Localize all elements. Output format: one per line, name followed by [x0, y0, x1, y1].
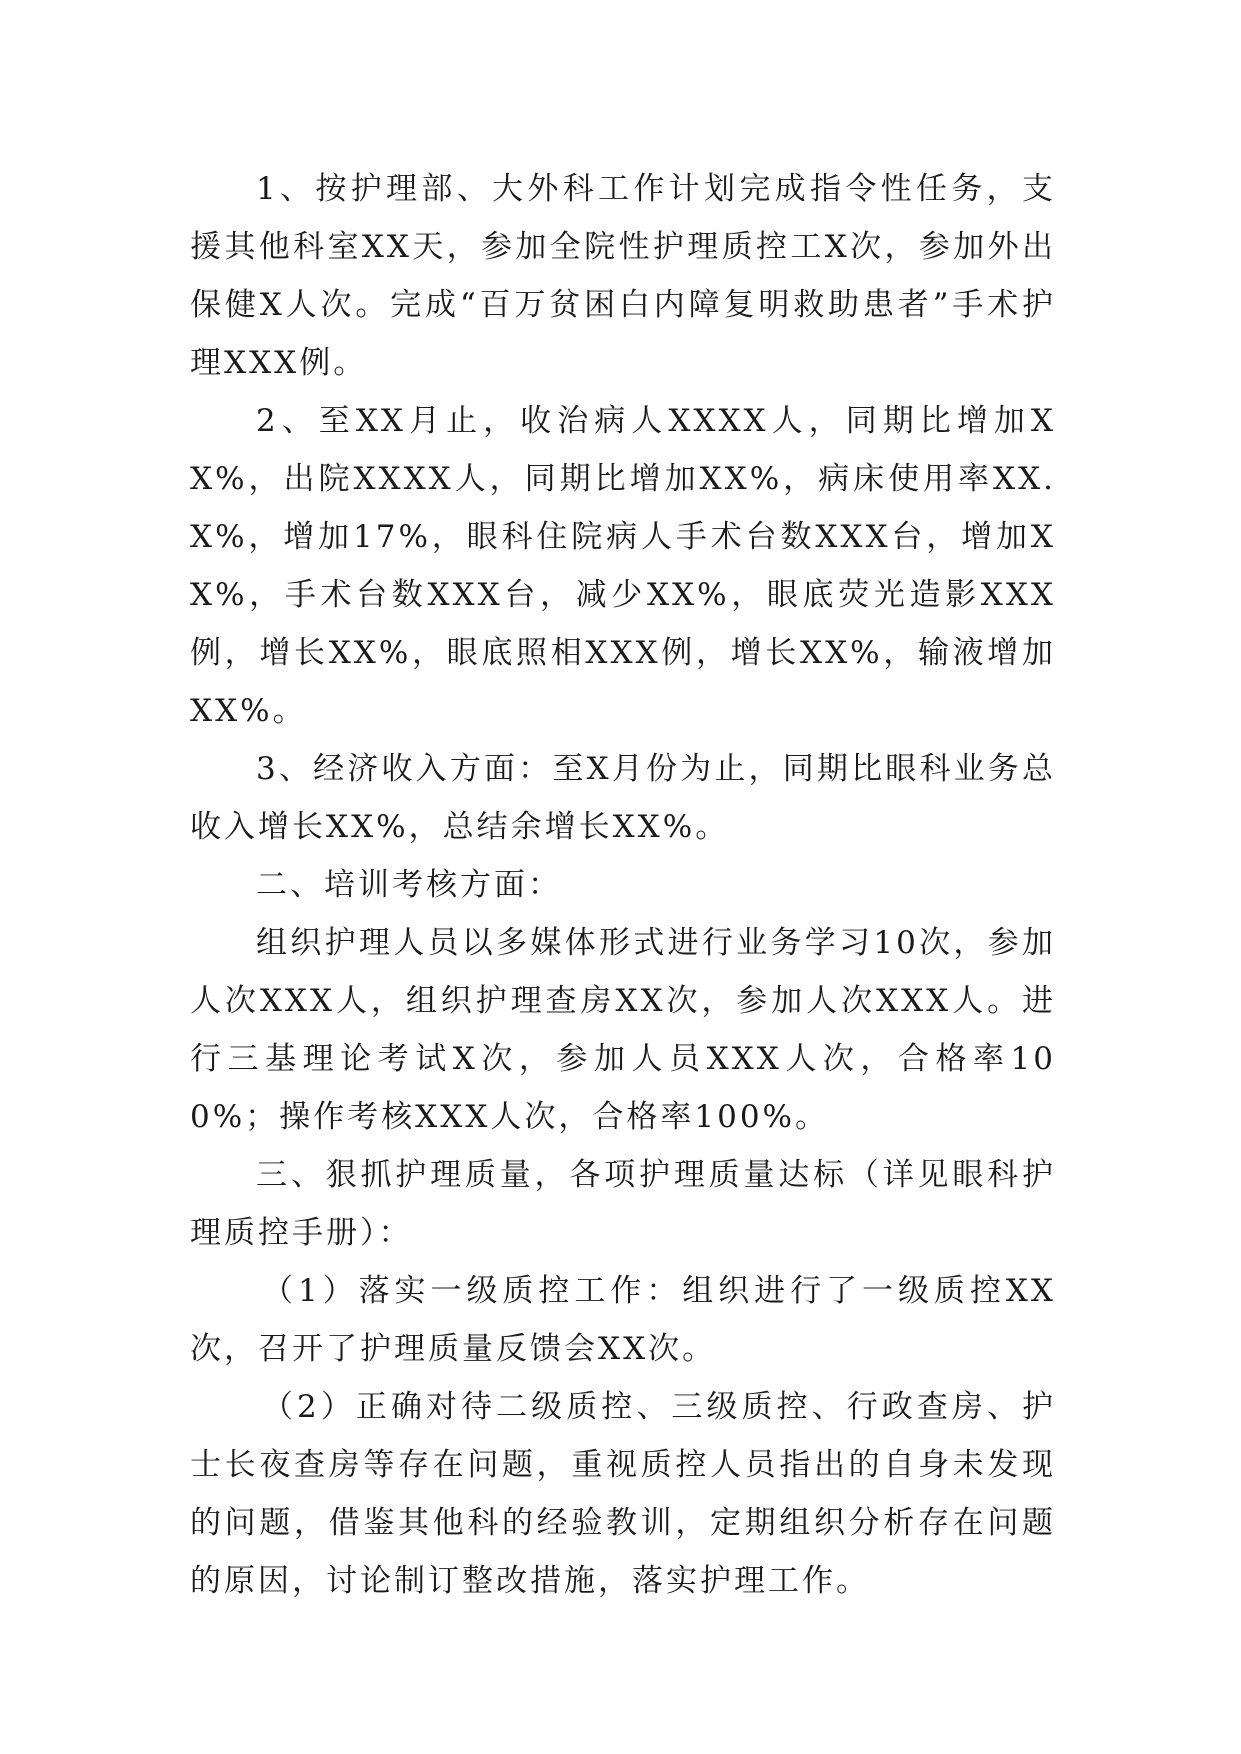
paragraph-quality-level-one: （1）落实一级质控工作：组织进行了一级质控XX次，召开了护理质量反馈会XX次。: [190, 1273, 1056, 1367]
document-body: [190, 160, 1056, 1610]
section-heading-quality: 三、狠抓护理质量，各项护理质量达标（详见眼科护理质控手册）：: [190, 1157, 1056, 1251]
paragraph-quality-level-two: （2）正确对待二级质控、三级质控、行政查房、护士长夜查房等存在问题，重视质控人员指出的自身未发现的问题，借鉴其他科的经验教训，定期组织分析存在问题的原因，讨论制订整改措施，落实护理工作。: [190, 1389, 1056, 1599]
paragraph-training-details: 组织护理人员以多媒体形式进行业务学习10次，参加人次XXX人，组织护理查房XX次，参加人次XXX人。进行三基理论考试X次，参加人员XXX人次，合格率100%；操作考核XXX人次，合格率100%。: [190, 925, 1056, 1135]
section-heading-training: 二、培训考核方面：: [256, 867, 562, 903]
paragraph-economic-income: 3、经济收入方面：至X月份为止，同期比眼科业务总收入增长XX%，总结余增长XX%。: [190, 751, 1056, 845]
paragraph-task-completion: 1、按护理部、大外科工作计划完成指令性任务，支援其他科室XX天，参加全院性护理质控工X次，参加外出保健X人次。完成“百万贫困白内障复明救助患者”手术护理XXX例。: [190, 171, 1056, 381]
paragraph-patient-statistics: 2、至XX月止，收治病人XXXX人，同期比增加XX%，出院XXXX人，同期比增加XX%，病床使用率XX.X%，增加17%，眼科住院病人手术台数XXX台，增加XX%，手术台数XXX台，减少XX%，眼底荧光造影XXX例，增长XX%，眼底照相XXX例，增长XX%，输液增加XX%。: [190, 403, 1056, 729]
